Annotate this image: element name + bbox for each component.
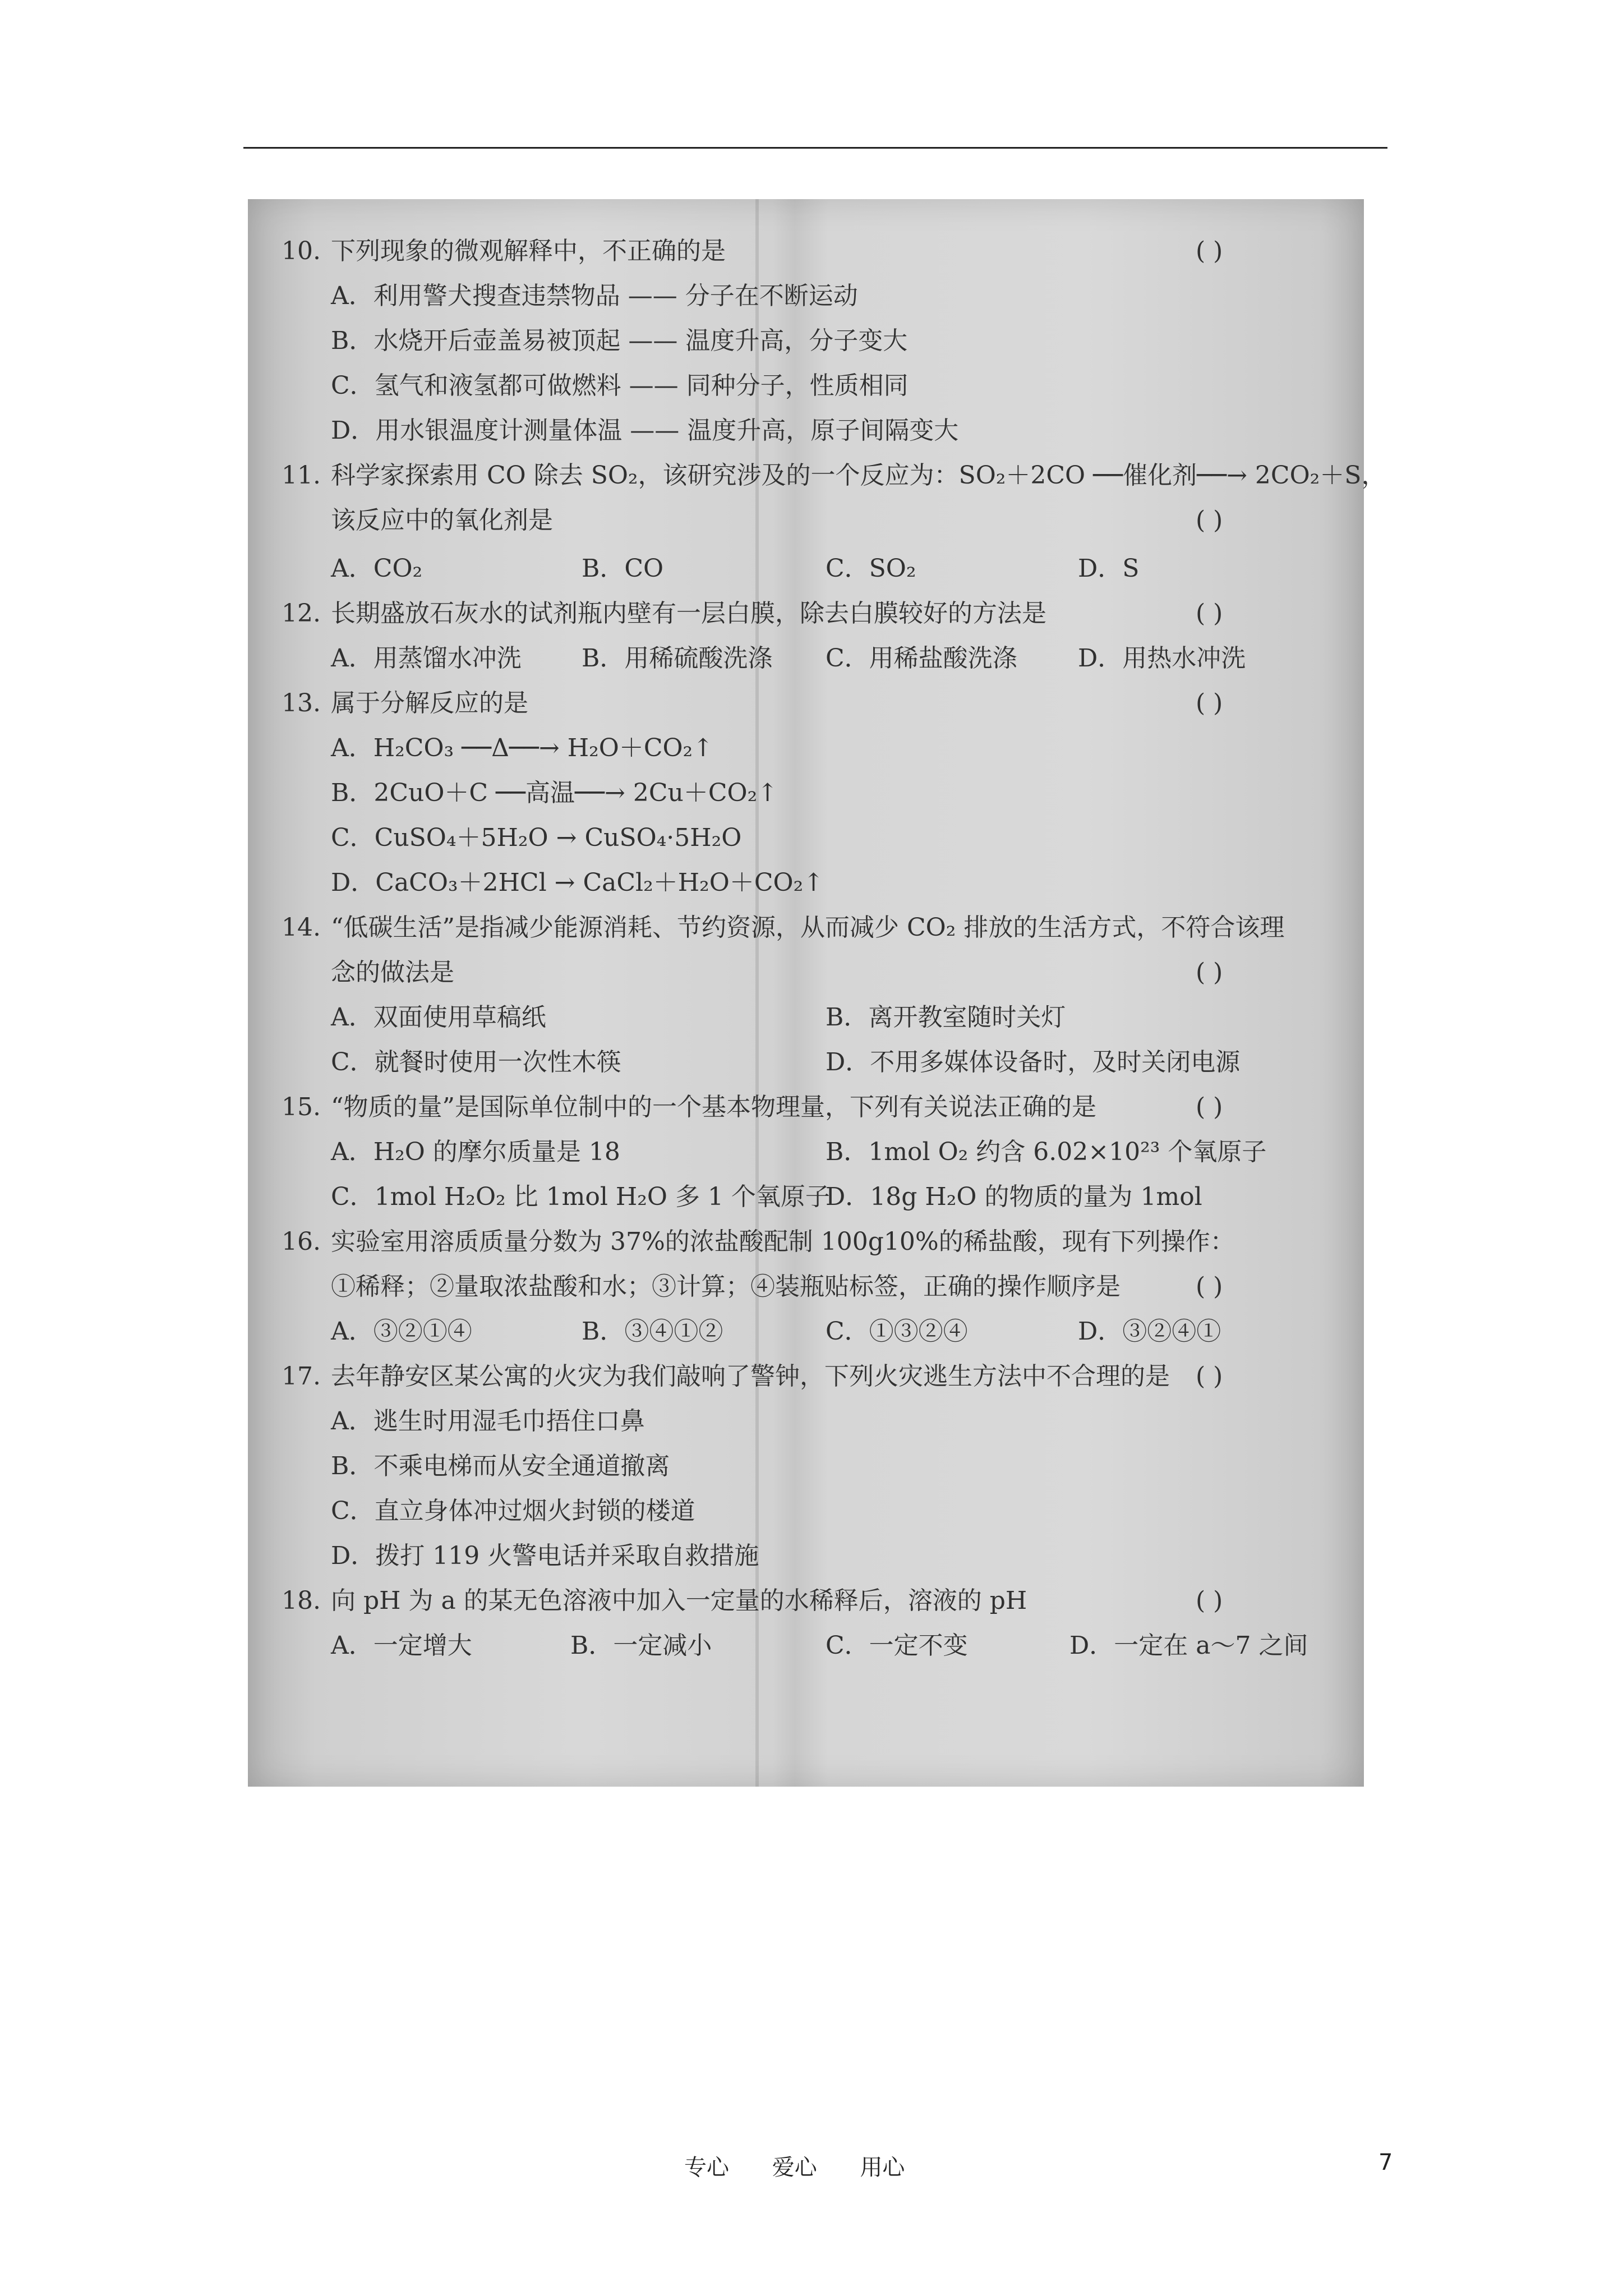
option-a: A．H₂CO₃ ──Δ──→ H₂O＋CO₂↑ (331, 734, 714, 762)
question-number: 15. (282, 1093, 321, 1121)
question-stem-continued: 该反应中的氧化剂是 (331, 506, 553, 535)
option-b: B．2CuO＋C ──高温──→ 2Cu＋CO₂↑ (331, 779, 778, 807)
option-line (248, 546, 1364, 592)
question-stem-continued: ①稀释；②量取浓盐酸和水；③计算；④装瓶贴标签，正确的操作顺序是 (331, 1272, 1121, 1301)
option-a: A．双面使用草稿纸 (331, 1003, 546, 1032)
option-line (248, 1174, 1364, 1220)
question-stem: 科学家探索用 CO 除去 SO₂，该研究涉及的一个反应为：SO₂＋2CO ──催化剂──→ 2CO₂＋S， (331, 461, 1386, 490)
option-b: B．1mol O₂ 约含 6.02×10²³ 个氧原子 (826, 1138, 1267, 1166)
question-number: 12. (282, 599, 321, 628)
option-line (248, 636, 1364, 682)
question-16-stem-line-2 (248, 1264, 1364, 1310)
option-a: A．一定增大 (331, 1631, 472, 1660)
answer-parentheses: ( ) (1196, 599, 1223, 628)
option-line (248, 363, 1364, 409)
question-stem-continued: 念的做法是 (331, 958, 454, 987)
option-c: C．一定不变 (826, 1631, 968, 1660)
option-c: C．①③②④ (826, 1317, 968, 1346)
option-c: C．SO₂ (826, 554, 916, 583)
question-number: 10. (282, 237, 321, 265)
option-line (248, 1533, 1364, 1579)
motto-word: 爱心 (772, 2155, 817, 2180)
option-line (248, 860, 1364, 906)
question-10-stem-line (248, 228, 1364, 274)
option-line (248, 273, 1364, 319)
motto-word: 专心 (684, 2155, 729, 2180)
option-line (248, 725, 1364, 771)
question-number: 13. (282, 689, 321, 717)
option-b: B．水烧开后壶盖易被顶起 —— 温度升高，分子变大 (331, 326, 908, 355)
option-line (248, 815, 1364, 861)
option-line (248, 408, 1364, 454)
option-line (248, 1443, 1364, 1489)
option-c: C．就餐时使用一次性木筷 (331, 1048, 621, 1076)
option-b: B．CO (582, 554, 664, 583)
question-stem: 去年静安区某公寓的火灾为我们敲响了警钟，下列火灾逃生方法中不合理的是 (331, 1362, 1170, 1391)
question-stem: 下列现象的微观解释中，不正确的是 (331, 237, 726, 265)
answer-parentheses: ( ) (1196, 237, 1223, 265)
footer-motto (684, 2150, 940, 2182)
answer-parentheses: ( ) (1196, 1272, 1223, 1301)
answer-parentheses: ( ) (1196, 958, 1223, 987)
option-a: A．用蒸馏水冲洗 (331, 644, 522, 673)
answer-parentheses: ( ) (1196, 689, 1223, 717)
option-c: C．用稀盐酸洗涤 (826, 644, 1017, 673)
option-line (248, 318, 1364, 364)
option-b: B．不乘电梯而从安全通道撤离 (331, 1452, 670, 1480)
option-d: D．CaCO₃＋2HCl → CaCl₂＋H₂O＋CO₂↑ (331, 868, 824, 897)
option-b: B．一定减小 (570, 1631, 712, 1660)
header-rule (243, 147, 1387, 149)
question-13-stem-line (248, 680, 1364, 726)
question-stem: 实验室用溶质质量分数为 37%的浓盐酸配制 100g10%的稀盐酸，现有下列操作： (331, 1227, 1235, 1256)
option-a: A．逃生时用湿毛巾捂住口鼻 (331, 1407, 645, 1435)
option-line (248, 1623, 1364, 1669)
option-c: C．1mol H₂O₂ 比 1mol H₂O 多 1 个氧原子 (331, 1182, 830, 1211)
option-line (248, 1129, 1364, 1175)
answer-parentheses: ( ) (1196, 1362, 1223, 1391)
option-d: D．不用多媒体设备时，及时关闭电源 (826, 1048, 1241, 1076)
question-18-stem-line (248, 1578, 1364, 1624)
option-c: C．CuSO₄＋5H₂O → CuSO₄·5H₂O (331, 823, 742, 852)
scanned-exam-page (248, 199, 1386, 1787)
question-number: 17. (282, 1362, 321, 1391)
option-d: D．③②④① (1078, 1317, 1221, 1346)
question-14-stem-line (248, 905, 1364, 951)
motto-word: 用心 (860, 2155, 905, 2180)
question-stem: 向 pH 为 a 的某无色溶液中加入一定量的水稀释后，溶液的 pH (331, 1586, 1027, 1615)
option-b: B．③④①② (582, 1317, 723, 1346)
option-a: A．H₂O 的摩尔质量是 18 (331, 1138, 620, 1166)
question-number: 18. (282, 1586, 321, 1615)
option-d: D．一定在 a～7 之间 (1069, 1631, 1308, 1660)
option-line (248, 1309, 1364, 1355)
option-line (248, 1488, 1364, 1534)
option-d: D．用热水冲洗 (1078, 644, 1246, 673)
option-b: B．离开教室随时关灯 (826, 1003, 1066, 1032)
option-d: D．18g H₂O 的物质的量为 1mol (826, 1182, 1202, 1211)
question-17-stem-line (248, 1354, 1364, 1400)
option-a: A．③②①④ (331, 1317, 472, 1346)
option-b: B．用稀硫酸洗涤 (582, 644, 773, 673)
answer-parentheses: ( ) (1196, 506, 1223, 535)
question-12-stem-line (248, 591, 1364, 637)
option-d: D．用水银温度计测量体温 —— 温度升高，原子间隔变大 (331, 416, 959, 445)
page-number: 7 (1378, 2150, 1393, 2175)
question-stem: 属于分解反应的是 (331, 689, 528, 717)
question-15-stem-line (248, 1084, 1364, 1130)
question-number: 16. (282, 1227, 321, 1256)
option-a: A．CO₂ (331, 554, 423, 583)
question-11-stem-line (248, 453, 1386, 499)
option-line (248, 1398, 1364, 1444)
option-a: A．利用警犬搜查违禁物品 —— 分子在不断运动 (331, 282, 858, 310)
question-stem: “物质的量”是国际单位制中的一个基本物理量，下列有关说法正确的是 (331, 1093, 1096, 1121)
question-number: 11. (282, 461, 321, 490)
option-c: C．直立身体冲过烟火封锁的楼道 (331, 1497, 695, 1525)
answer-parentheses: ( ) (1196, 1093, 1223, 1121)
option-d: D．拨打 119 火警电话并采取自救措施 (331, 1542, 759, 1570)
question-16-stem-line (248, 1219, 1364, 1265)
question-stem: “低碳生活”是指减少能源消耗、节约资源，从而减少 CO₂ 排放的生活方式，不符合该理 (331, 913, 1285, 942)
option-line (248, 995, 1364, 1041)
question-number: 14. (282, 913, 321, 942)
option-line (248, 1039, 1364, 1085)
question-stem: 长期盛放石灰水的试剂瓶内壁有一层白膜，除去白膜较好的方法是 (331, 599, 1046, 628)
option-line (248, 770, 1364, 816)
question-14-stem-line-2 (248, 950, 1364, 996)
option-d: D．S (1078, 554, 1140, 583)
option-c: C．氢气和液氢都可做燃料 —— 同种分子，性质相同 (331, 371, 909, 400)
question-11-stem-line-2 (248, 498, 1364, 544)
answer-parentheses: ( ) (1196, 1586, 1223, 1615)
